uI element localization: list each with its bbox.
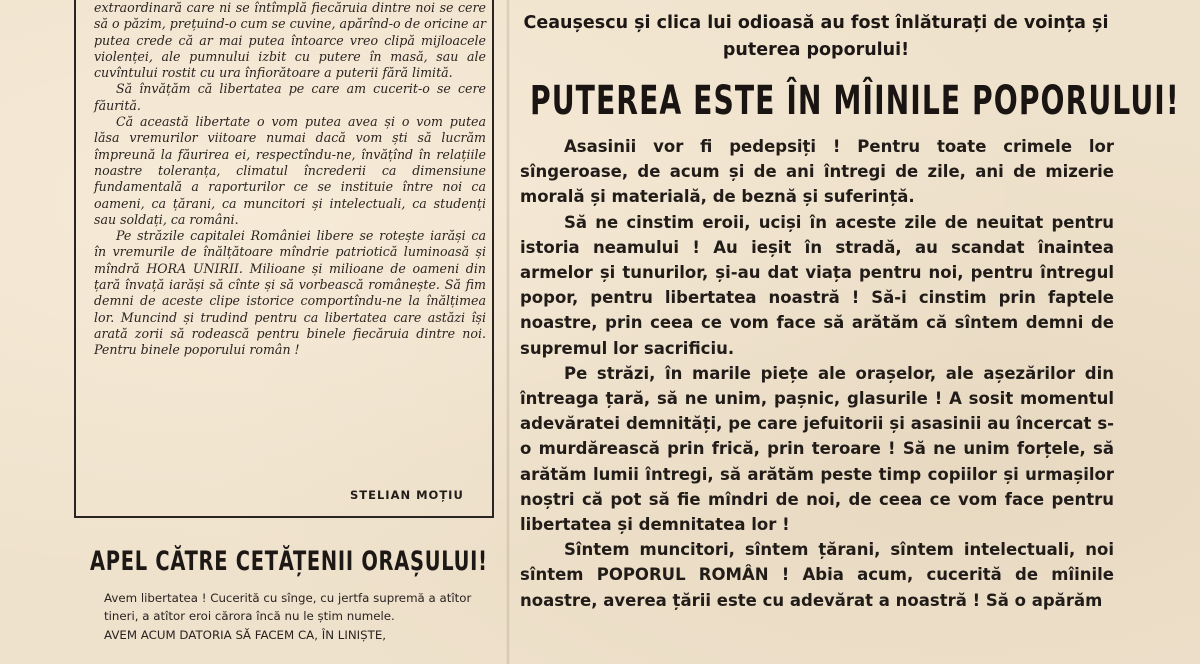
left-paragraph: Că această libertate o vom putea avea și o vom putea lăsa vremurilor viitoare numai dacă vom ști să lucrăm împreună la făurirea ei, respectîndu-ne, învățînd în relațiile noastre toleranța, climatul încrederii ca dimensiune fundamentală a raporturilor ce se instituie între noi ca oameni, ca țărani, ca muncitori și intelectuali, ca studenți sau soldați, ca români. xyxy=(94,114,486,227)
page-fold xyxy=(506,0,510,664)
left-paragraph: Să învățăm că libertatea pe care am cucerit-o se cere făurită. xyxy=(94,81,486,113)
author-signature: STELIAN MOȚIU xyxy=(350,488,464,502)
left-paragraph: extraordinară care ni se întîmplă fiecăruia dintre noi se cere să o păzim, prețuind-o cum se cuvine, apărînd-o de oricine ar putea crede că ar mai putea întoarce vreo clipă mijloacele violenței, ale pumnului izbit cu putere în masă, sau ale cuvîntului rostit cu ura înfiorătoare a puterii fără limită. xyxy=(94,0,486,81)
apel-headline: APEL CĂTRE CETĂȚENII ORAȘULUI! xyxy=(90,546,488,577)
right-intro: Ceaușescu și clica lui odioasă au fost înlăturați de voința și puterea poporului! xyxy=(523,13,1109,60)
right-paragraph: Sîntem muncitori, sîntem țărani, sîntem intelectuali, noi sîntem POPORUL ROMÂN ! Abia acum, cucerită de mîinile noastre, averea țării este cu adevărat a noastră ! Să o apărăm xyxy=(520,540,1114,610)
apel-paragraph: AVEM ACUM DATORIA SĂ FACEM CA, ÎN LINIȘTE, xyxy=(104,628,387,642)
right-paragraph: Asasinii vor fi pedepsiți ! Pentru toate crimele lor sîngeroase, de acum și de ani întregi de zile, ani de mizerie morală și materială, de beznă și suferință. xyxy=(520,137,1114,207)
right-article-body xyxy=(520,134,1114,613)
right-paragraph: Pe străzi, în marile piețe ale orașelor, ale așezărilor din întreaga țară, să ne unim, pașnic, glasurile ! A sosit momentul adevăratei demnități, pe care jefuitorii și asasinii au încercat s-o murdărească prin frică, prin teroare ! Să ne unim forțele, să arătăm lumii întregi, să arătăm peste timp copiilor și urmașilor noștri că pot să fie mîndri de noi, de ceea ce vom face pentru libertatea și demnitatea lor ! xyxy=(520,363,1114,535)
apel-paragraph: Avem libertatea ! Cucerită cu sînge, cu jertfa supremă a atîtor tineri, a atîtor eroi cărora încă nu le știm numele. xyxy=(104,591,472,623)
left-article-body xyxy=(94,0,486,359)
right-paragraph: Să ne cinstim eroii, uciși în aceste zile de neuitat pentru istoria neamului ! Au ieșit în stradă, au scandat înaintea armelor și tunurilor, și-au dat viața pentru noi, pentru întregul popor, pentru libertatea noastră ! Să-i cinstim prin faptele noastre, prin ceea ce vom face să arătăm că sîntem demni de supremul lor sacrificiu. xyxy=(520,212,1114,358)
left-paragraph: Pe străzile capitalei României libere se rotește iarăși ca în vremurile de înălțătoare mîndrie patriotică luminoasă și mîndră HORA UNIRII. Milioane și milioane de oameni din țară învață iarăși să cînte și să vorbească românește. Să fim demni de aceste clipe istorice comportîndu-ne la înălțimea lor. Muncind și trudind pentru ca libertatea care astăzi își arată zorii să rodească pentru binele fiecăruia dintre noi. Pentru binele poporului român ! xyxy=(94,228,486,358)
apel-body xyxy=(104,590,498,647)
right-headline: PUTEREA ESTE ÎN MÎINILE POPORULUI! xyxy=(530,78,1180,124)
